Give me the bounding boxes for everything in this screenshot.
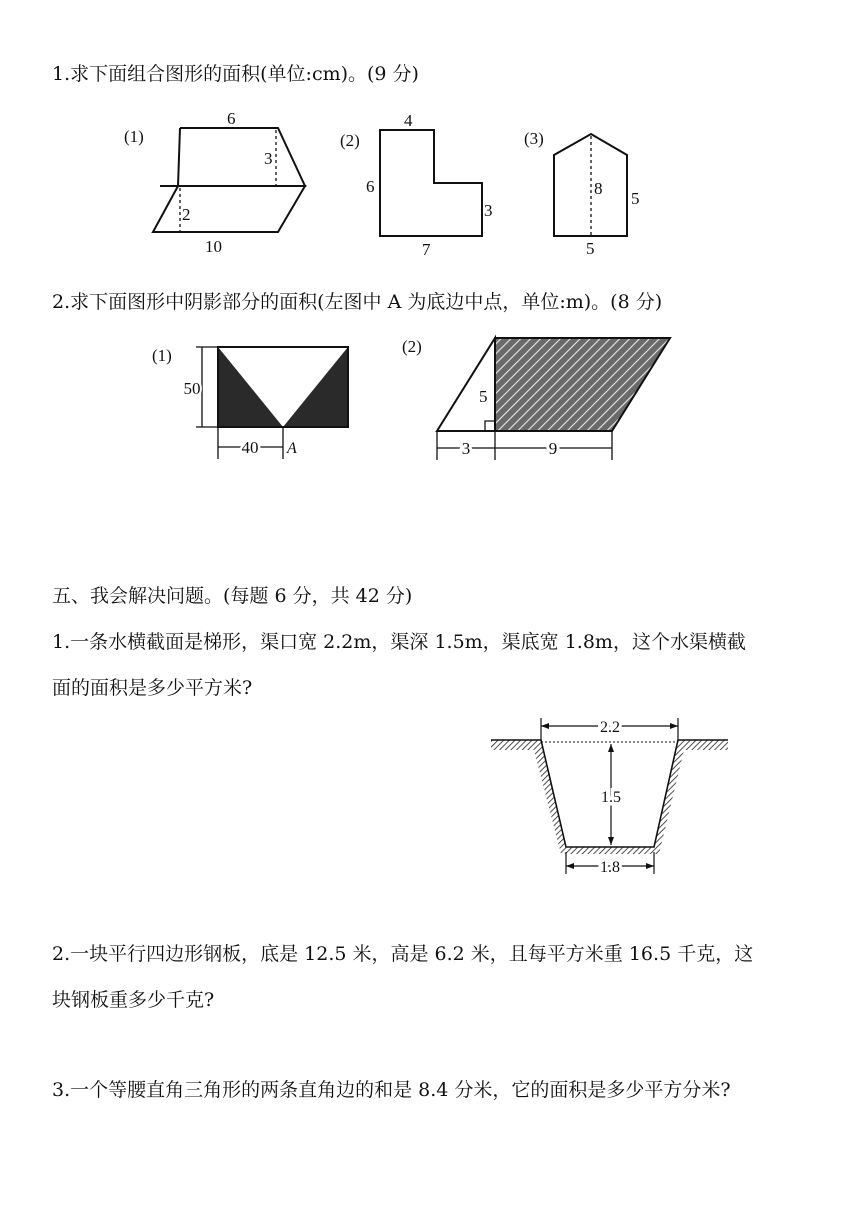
fig2-left: 6 — [366, 177, 375, 196]
fig21-height: 50 — [183, 379, 201, 398]
question-4-1: 1.求下面组合图形的面积(单位:cm)。(9 分) — [52, 63, 419, 85]
fig1-right: 3 — [264, 149, 273, 168]
fig1-bottom: 10 — [205, 237, 222, 256]
fig2-top: 4 — [404, 111, 413, 130]
fig21-label: (1) — [152, 346, 172, 365]
question-4-2: 2.求下面图形中阴影部分的面积(左图中 A 为底边中点，单位:m)。(8 分) — [52, 291, 663, 313]
fig22-height: 5 — [479, 387, 488, 406]
fig2-right: 3 — [484, 201, 493, 220]
fig2-bottom: 7 — [422, 240, 431, 259]
fig1-left: 2 — [182, 205, 191, 224]
channel-top: 2.2 — [600, 719, 620, 736]
fig22-label: (2) — [402, 337, 422, 356]
figure-shaded-rectangle — [150, 335, 360, 465]
problem-3-line-1: 3.一个等腰直角三角形的两条直角边的和是 8.4 分米，它的面积是多少平方分米? — [52, 1079, 731, 1101]
fig2-label: (2) — [340, 131, 360, 150]
fig3-height: 8 — [594, 179, 603, 198]
fig1-label: (1) — [124, 127, 144, 146]
figure-shaded-parallelogram — [400, 330, 680, 465]
figure-water-channel — [486, 712, 736, 882]
fig21-point: A — [287, 440, 297, 457]
problem-2-line-1: 2.一块平行四边形钢板，底是 12.5 米，高是 6.2 米，且每平方米重 16.5 千克，这 — [52, 943, 754, 965]
fig3-side: 5 — [631, 189, 640, 208]
fig3-bottom: 5 — [586, 239, 595, 258]
fig1-top: 6 — [227, 109, 236, 128]
figure-l-shape — [334, 108, 504, 263]
figure-composite-trapezoid — [118, 100, 318, 265]
problem-1-line-1: 1.一条水横截面是梯形，渠口宽 2.2m，渠深 1.5m，渠底宽 1.8m，这个水渠横截 — [52, 631, 746, 653]
figure-pentagon — [518, 122, 668, 262]
problem-2-line-2: 块钢板重多少千克? — [52, 989, 215, 1011]
fig22-right: 9 — [548, 439, 558, 458]
fig3-label: (3) — [524, 129, 544, 148]
section-5-title: 五、我会解决问题。(每题 6 分，共 42 分) — [52, 585, 413, 607]
channel-depth: 1.5 — [601, 789, 621, 806]
channel-bottom: 1.8 — [600, 859, 620, 876]
fig22-left: 3 — [461, 439, 471, 458]
fig21-half: 40 — [241, 438, 259, 457]
problem-1-line-2: 面的面积是多少平方米? — [52, 677, 253, 699]
